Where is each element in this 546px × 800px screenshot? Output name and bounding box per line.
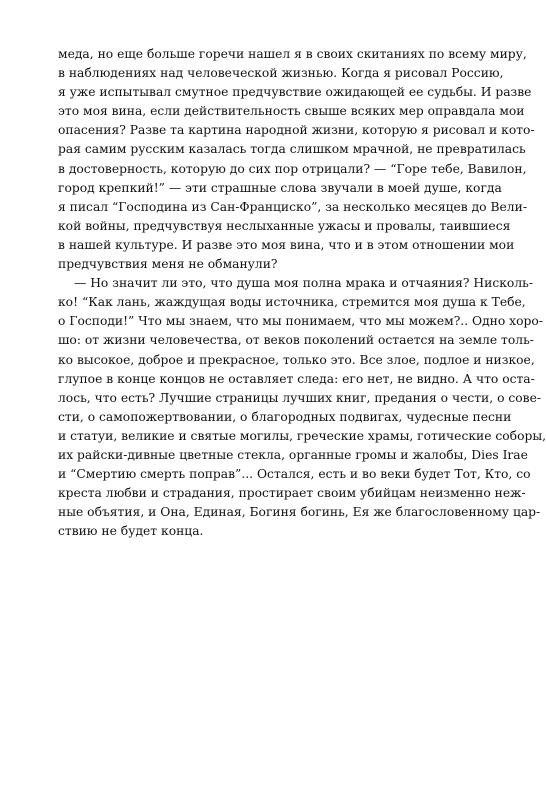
text-line: я писал “Господина из Сан-Франциско”, за несколько месяцев до Вели-: [58, 199, 527, 214]
text-line: сти, о самопожертвовании, о благородных подвигах, чудесные песни: [58, 409, 512, 424]
text-line: их райски-дивные цветные стекла, органные громы и жалобы, Dies Irae: [58, 447, 528, 462]
text-line: — Но значит ли это, что душа моя полна мрака и отчаяния? Нисколь-: [74, 276, 533, 291]
text-line: опасения? Разве та картина народной жизни, которую я рисовал и кото-: [58, 123, 535, 138]
paragraph-2: [58, 274, 546, 541]
text-line: предчувствия меня не обманули?: [58, 257, 278, 272]
text-line: ные объятия, и Она, Единая, Богиня богинь, Ея же благословенному цар-: [58, 505, 541, 520]
text-line: город крепкий!” — эти страшные слова звучали в моей душе, когда: [58, 180, 502, 195]
text-line: в нашей культуре. И разве это моя вина, что и в этом отношении мои: [58, 237, 515, 252]
text-line: ко! “Как лань, жаждущая воды источника, стремится моя душа к Тебе,: [58, 295, 526, 310]
text-line: о Господи!” Что мы знаем, что мы понимаем, что мы можем?.. Одно хоро-: [58, 314, 543, 329]
text-line: и “Смертию смерть поправ”... Остался, есть и во веки будет Тот, Кто, со: [58, 467, 531, 482]
text-line: шо: от жизни человечества, от веков поколений остается на земле толь-: [58, 333, 534, 348]
text-line: в наблюдениях над человеческой жизнью. Когда я рисовал Россию,: [58, 66, 504, 81]
page-text: [58, 45, 546, 541]
text-line: я уже испытывал смутное предчувствие ожидающей ее судьбы. И разве: [58, 85, 532, 100]
text-line: в достоверность, которую до сих пор отрицали? — “Горе тебе, Вавилон,: [58, 161, 527, 176]
text-line: лось, что есть? Лучшие страницы лучших книг, предания о чести, о сове-: [58, 390, 542, 405]
text-line: креста любви и страдания, простирает своим убийцам неизменно неж-: [58, 486, 526, 501]
text-line: глупое в конце концов не оставляет следа: его нет, не видно. А что оста-: [58, 371, 535, 386]
text-line: рая самим русским казалась тогда слишком мрачной, не превратилась: [58, 142, 526, 157]
text-line: кой войны, предчувствуя неслыханные ужасы и провалы, таившиеся: [58, 218, 511, 233]
text-line: это моя вина, если действительность свыше всяких мер оправдала мои: [58, 104, 525, 119]
paragraph-1: [58, 45, 535, 274]
text-line: меда, но еще больше горечи нашел я в своих скитаниях по всему миру,: [58, 47, 527, 61]
text-line: ко высокое, доброе и прекрасное, только это. Все злое, подлое и низкое,: [58, 352, 535, 367]
text-line: и статуи, великие и святые могилы, греческие храмы, готические соборы,: [58, 428, 546, 443]
text-line: ствию не будет конца.: [58, 524, 204, 539]
